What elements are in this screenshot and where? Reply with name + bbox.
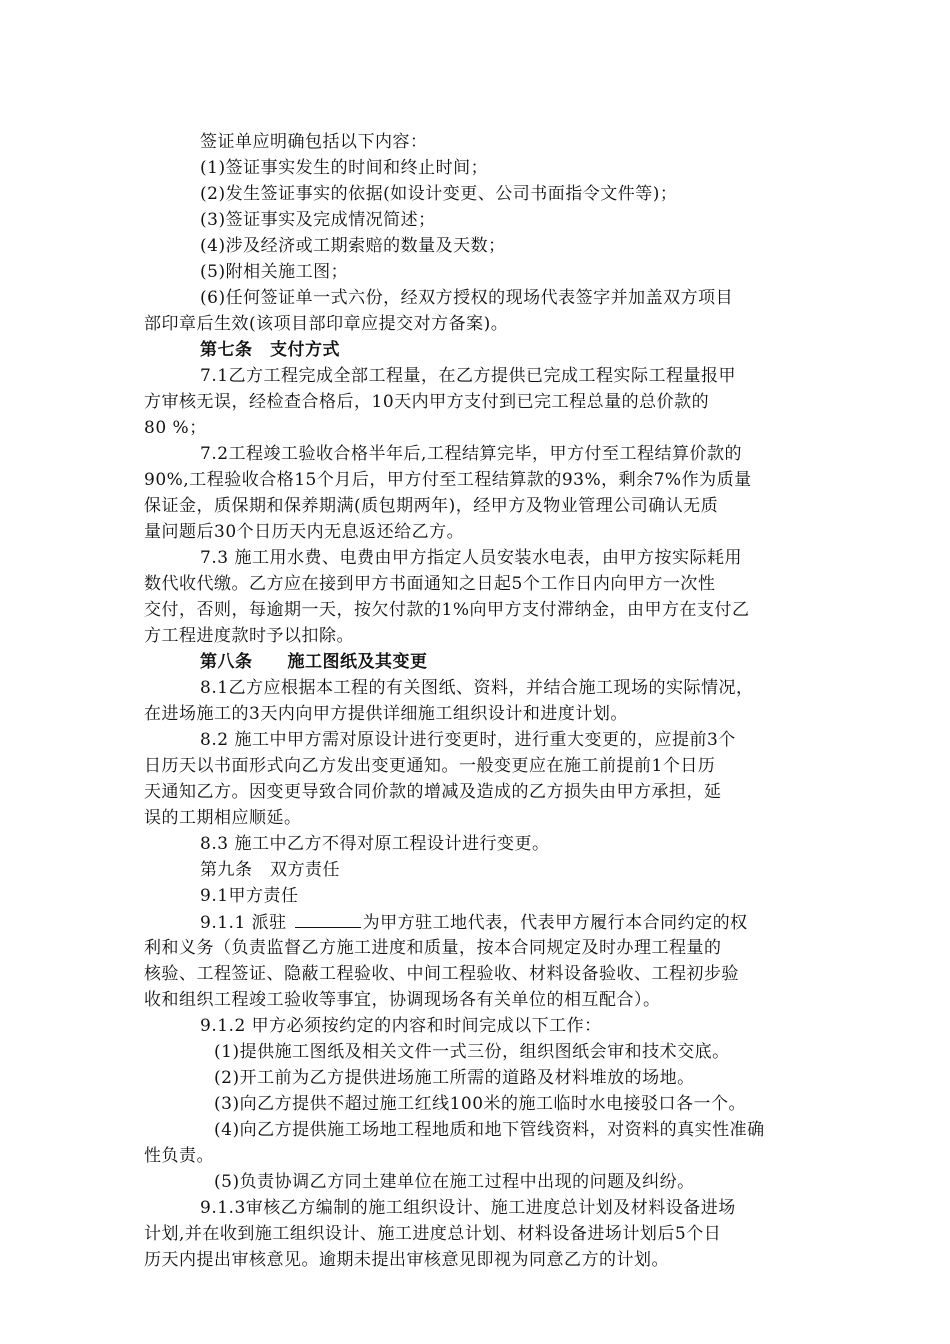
paragraph-line: 在进场施工的3天内向甲方提供详细施工组织设计和进度计划。 — [144, 704, 628, 724]
paragraph-line: 8.3 施工中乙方不得对原工程设计进行变更。 — [200, 834, 550, 854]
paragraph-line: 天通知乙方。因变更导致合同价款的增减及造成的乙方损失由甲方承担，延 — [144, 782, 722, 802]
list-item: (4)向乙方提供施工场地工程地质和地下管线资料，对资料的真实性准确 — [214, 1120, 765, 1140]
paragraph-line: 性负责。 — [144, 1146, 214, 1166]
section-heading: 第八条 施工图纸及其变更 — [200, 652, 428, 672]
clause-number: 9.1.1 派驻 — [200, 913, 287, 933]
list-item: (2)开工前为乙方提供进场施工所需的道路及材料堆放的场地。 — [214, 1068, 695, 1088]
list-item: (2)发生签证事实的依据(如设计变更、公司书面指令文件等)； — [200, 184, 678, 204]
list-item: (3)向乙方提供不超过施工红线100米的施工临时水电接驳口各一个。 — [214, 1094, 747, 1114]
paragraph-line: 方工程进度款时予以扣除。 — [144, 626, 354, 646]
paragraph-line: 量问题后30个日历天内无息返还给乙方。 — [144, 522, 465, 542]
paragraph-line — [200, 909, 848, 935]
paragraph-line: 部印章后生效(该项目部印章应提交对方备案)。 — [144, 314, 509, 334]
paragraph-line: 计划,并在收到施工组织设计、施工进度总计划、材料设备进场计划后5个日 — [144, 1224, 722, 1244]
paragraph-line: 保证金，质保期和保养期满(质包期两年)，经甲方及物业管理公司确认无质 — [144, 496, 719, 516]
paragraph-line: 9.1.3审核乙方编制的施工组织设计、施工进度总计划及材料设备进场 — [200, 1198, 736, 1218]
paragraph-line: 历天内提出审核意见。逾期未提出审核意见即视为同意乙方的计划。 — [144, 1250, 669, 1270]
paragraph-line: 7.2工程竣工验收合格半年后,工程结算完毕，甲方付至工程结算价款的 — [200, 444, 742, 464]
clause-text: 为甲方驻工地代表，代表甲方履行本合同约定的权 — [362, 913, 748, 933]
section-heading: 第七条 支付方式 — [200, 340, 340, 360]
paragraph-line: 7.3 施工用水费、电费由甲方指定人员安装水电表，由甲方按实际耗用 — [200, 548, 742, 568]
list-item: (5)附相关施工图； — [200, 262, 349, 282]
paragraph-line: 9.1.2 甲方必须按约定的内容和时间完成以下工作： — [200, 1016, 602, 1036]
list-item: (4)涉及经济或工期索赔的数量及天数； — [200, 236, 506, 256]
list-item: (6)任何签证单一式六份，经双方授权的现场代表签字并加盖双方项目 — [200, 288, 734, 308]
paragraph-line: 8.1乙方应根据本工程的有关图纸、资料，并结合施工现场的实际情况， — [200, 678, 754, 698]
paragraph-line: 收和组织工程竣工验收等事宜，协调现场各有关单位的相互配合）。 — [144, 990, 661, 1010]
paragraph-line: 交付，否则，每逾期一天，按欠付款的1%向甲方支付滞纳金，由甲方在支付乙 — [144, 600, 750, 620]
paragraph-line: 日历天以书面形式向乙方发出变更通知。一般变更应在施工前提前1个日历 — [144, 756, 716, 776]
list-item: (1)提供施工图纸及相关文件一式三份，组织图纸会审和技术交底。 — [214, 1042, 730, 1062]
paragraph-line: 7.1乙方工程完成全部工程量，在乙方提供已完成工程实际工程量报甲 — [200, 366, 737, 386]
paragraph-line: 签证单应明确包括以下内容： — [200, 132, 428, 152]
paragraph-line: 利和义务（负责监督乙方施工进度和质量，按本合同规定及时办理工程量的 — [144, 938, 722, 958]
paragraph-line: 80 %； — [144, 418, 207, 438]
section-heading: 第九条 双方责任 — [200, 860, 340, 880]
paragraph-line: 核验、工程签证、隐蔽工程验收、中间工程验收、材料设备验收、工程初步验 — [144, 964, 739, 984]
paragraph-line: 数代收代缴。乙方应在接到甲方书面通知之日起5个工作日内向甲方一次性 — [144, 574, 716, 594]
subsection-heading: 9.1甲方责任 — [200, 886, 299, 906]
list-item: (3)签证事实及完成情况简述； — [200, 210, 436, 230]
paragraph-line: 方审核无误，经检查合格后，10天内甲方支付到已完工程总量的总价款的 — [144, 392, 710, 412]
paragraph-line: 8.2 施工中甲方需对原设计进行变更时，进行重大变更的，应提前3个 — [200, 730, 736, 750]
paragraph-line: 90%,工程验收合格15个月后，甲方付至工程结算款的93%，剩余7%作为质量 — [144, 470, 752, 490]
paragraph-line: 误的工期相应顺延。 — [144, 808, 302, 828]
blank-field — [295, 909, 361, 928]
list-item: (5)负责协调乙方同土建单位在施工过程中出现的问题及纠纷。 — [214, 1172, 695, 1192]
list-item: (1)签证事实发生的时间和终止时间； — [200, 158, 489, 178]
